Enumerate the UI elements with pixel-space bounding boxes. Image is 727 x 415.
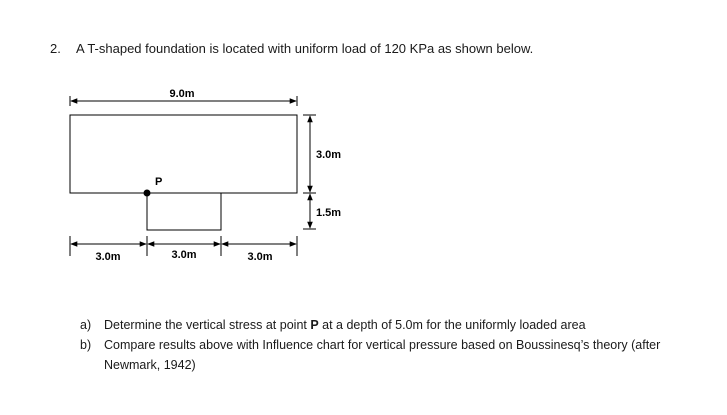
bottom-mid-label: 3.0m <box>171 249 197 261</box>
right-height-dimensions <box>303 115 341 229</box>
top-width-dimension <box>70 88 297 106</box>
point-p-marker <box>144 190 151 197</box>
bottom-left-label: 3.0m <box>95 251 121 263</box>
question-text: A T-shaped foundation is located with uniform load of 120 KPa as shown below. <box>76 41 534 56</box>
task-item-a <box>80 315 680 335</box>
foundation-stem-rectangle <box>147 193 221 230</box>
point-p-label: P <box>155 176 163 188</box>
task-text-after: at a depth of 5.0m for the uniformly loaded area <box>318 318 586 332</box>
task-label: b) <box>80 338 92 352</box>
task-item-b <box>80 335 680 375</box>
foundation-top-rectangle <box>70 115 297 193</box>
bottom-width-dimensions <box>70 236 297 263</box>
task-bold-text: P <box>310 318 319 332</box>
task-text-before: Determine the vertical stress at point <box>104 318 311 332</box>
task-text-before: Compare results above with Influence chart for vertical pressure based on Boussinesq’s theory (after Newmark, 1942) <box>104 338 661 372</box>
top-height-label: 3.0m <box>316 149 342 161</box>
question-number: 2. <box>50 41 61 56</box>
task-label: a) <box>80 318 92 332</box>
stem-height-label: 1.5m <box>316 207 342 219</box>
top-width-label: 9.0m <box>169 88 195 100</box>
task-list <box>80 315 680 375</box>
bottom-right-label: 3.0m <box>247 251 273 263</box>
